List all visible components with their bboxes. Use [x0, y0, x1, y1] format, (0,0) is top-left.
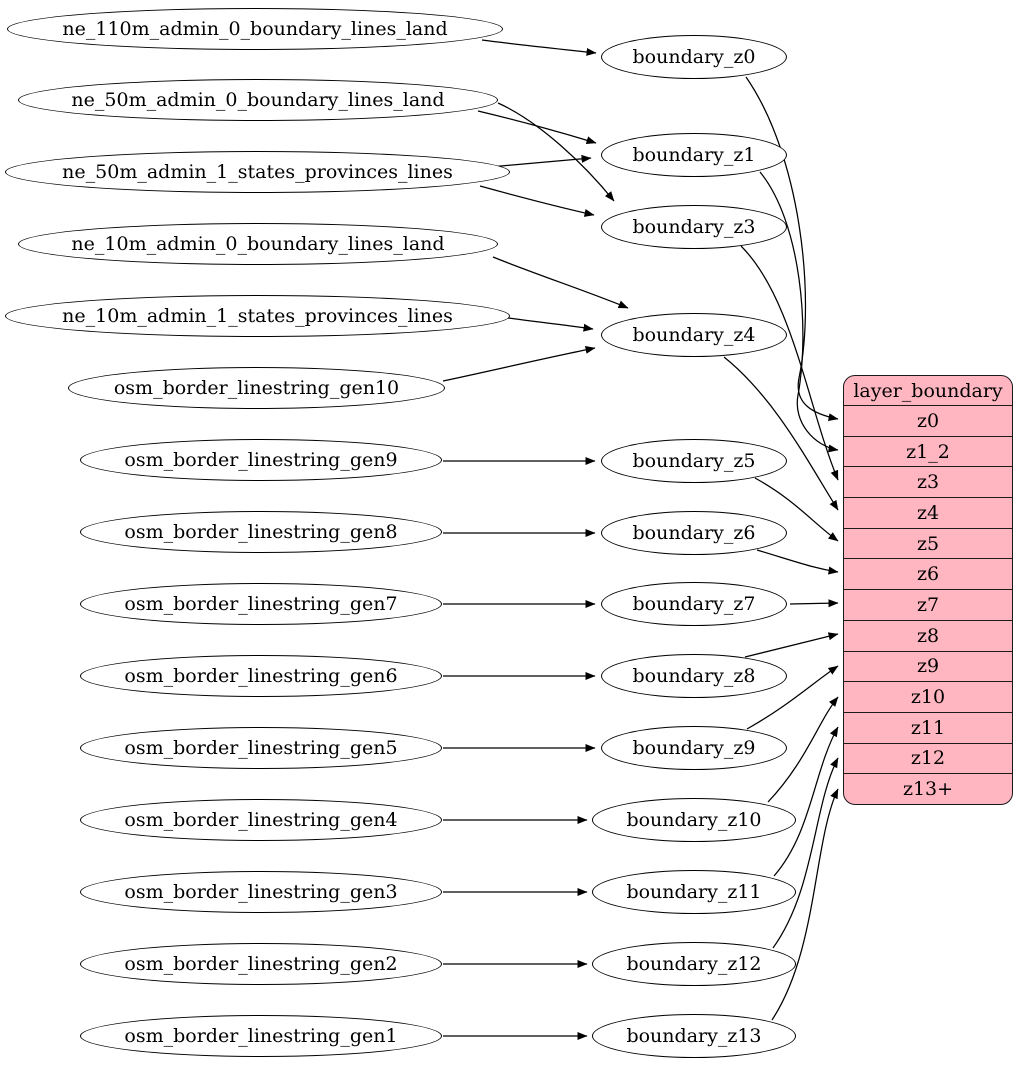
- node-label: boundary_z7: [632, 593, 756, 615]
- table-row-z0: z0: [844, 405, 1012, 436]
- node-label: osm_border_linestring_gen3: [124, 881, 398, 903]
- node-label: ne_50m_admin_0_boundary_lines_land: [71, 89, 445, 111]
- source-node-osm_border_linestring_gen9: [80, 439, 442, 481]
- node-label: osm_border_linestring_gen7: [124, 593, 398, 615]
- table-row-z9: z9: [844, 651, 1012, 682]
- edge-boundary_z8-to-z8: [745, 634, 838, 657]
- node-label: ne_50m_admin_1_states_provinces_lines: [62, 161, 453, 183]
- node-label: osm_border_linestring_gen6: [124, 665, 398, 687]
- node-label: osm_border_linestring_gen4: [124, 809, 398, 831]
- source-node-osm_border_linestring_gen6: [80, 655, 442, 697]
- edge-boundary_z6-to-z6: [757, 550, 838, 572]
- transform-node-boundary_z9: [601, 726, 787, 770]
- edge-boundary_z12-to-z12: [773, 758, 838, 948]
- table-row-z6: z6: [844, 558, 1012, 589]
- transform-node-boundary_z13: [592, 1014, 796, 1058]
- table-row-z5: z5: [844, 528, 1012, 559]
- source-node-ne_50m_admin_1_states_provinces_lines: [5, 151, 510, 193]
- node-label: osm_border_linestring_gen1: [124, 1025, 398, 1047]
- source-node-ne_10m_admin_1_states_provinces_lines: [5, 295, 510, 337]
- node-label: osm_border_linestring_gen9: [124, 449, 398, 471]
- edge-ne_50m_admin_1_states_provinces_lines-to-boundary_z3: [480, 186, 594, 215]
- edge-ne_10m_admin_0_boundary_lines_land-to-boundary_z4: [493, 257, 628, 308]
- source-node-ne_10m_admin_0_boundary_lines_land: [18, 223, 498, 265]
- transform-node-boundary_z12: [592, 942, 796, 986]
- node-label: boundary_z9: [632, 737, 756, 759]
- transform-node-boundary_z0: [601, 35, 787, 79]
- node-label: osm_border_linestring_gen2: [124, 953, 398, 975]
- transform-node-boundary_z10: [592, 798, 796, 842]
- node-label: boundary_z13: [626, 1025, 762, 1047]
- node-label: osm_border_linestring_gen10: [113, 377, 400, 399]
- table-title: layer_boundary: [853, 379, 1003, 402]
- node-label: boundary_z1: [632, 144, 756, 166]
- transform-node-boundary_z11: [592, 870, 796, 914]
- node-label: boundary_z5: [632, 450, 756, 472]
- edge-boundary_z0-to-z0: [746, 77, 838, 419]
- table-row-z3: z3: [844, 466, 1012, 497]
- source-node-ne_110m_admin_0_boundary_lines_land: [7, 8, 503, 50]
- node-label: boundary_z11: [626, 881, 762, 903]
- source-node-osm_border_linestring_gen5: [80, 727, 442, 769]
- transform-node-boundary_z3: [601, 205, 787, 249]
- edge-ne_10m_admin_1_states_provinces_lines-to-boundary_z4: [508, 318, 593, 329]
- source-node-osm_border_linestring_gen10: [68, 367, 445, 409]
- source-node-osm_border_linestring_gen7: [80, 583, 442, 625]
- source-node-osm_border_linestring_gen4: [80, 799, 442, 841]
- transform-node-boundary_z6: [601, 511, 787, 555]
- node-label: boundary_z3: [632, 216, 756, 238]
- transform-node-boundary_z5: [601, 439, 787, 483]
- source-node-ne_50m_admin_0_boundary_lines_land: [18, 79, 498, 121]
- node-label: osm_border_linestring_gen8: [124, 521, 398, 543]
- node-label: osm_border_linestring_gen5: [124, 737, 398, 759]
- transform-node-boundary_z1: [601, 133, 787, 177]
- edge-boundary_z4-to-z4: [724, 357, 838, 510]
- edge-ne_50m_admin_0_boundary_lines_land-to-boundary_z3: [498, 103, 614, 201]
- node-label: boundary_z8: [632, 665, 756, 687]
- table-row-z8: z8: [844, 620, 1012, 651]
- table-row-z11: z11: [844, 712, 1012, 743]
- node-label: ne_110m_admin_0_boundary_lines_land: [62, 18, 448, 40]
- node-label: boundary_z6: [632, 522, 756, 544]
- source-node-osm_border_linestring_gen3: [80, 871, 442, 913]
- transform-node-boundary_z8: [601, 654, 787, 698]
- node-label: boundary_z0: [632, 46, 756, 68]
- edge-boundary_z7-to-z7: [790, 603, 838, 604]
- table-row-z10: z10: [844, 681, 1012, 712]
- node-layer_boundary: [843, 375, 1013, 805]
- table-row-z7: z7: [844, 589, 1012, 620]
- edge-boundary_z1-to-z1_2: [760, 172, 838, 450]
- source-node-osm_border_linestring_gen8: [80, 511, 442, 553]
- edge-ne_50m_admin_1_states_provinces_lines-to-boundary_z1: [490, 158, 591, 167]
- edge-ne_110m_admin_0_boundary_lines_land-to-boundary_z0: [482, 40, 596, 53]
- table-row-z1_2: z1_2: [844, 436, 1012, 467]
- node-label: ne_10m_admin_0_boundary_lines_land: [71, 233, 445, 255]
- transform-node-boundary_z7: [601, 582, 787, 626]
- table-row-z4: z4: [844, 497, 1012, 528]
- node-label: boundary_z4: [632, 324, 756, 346]
- source-node-osm_border_linestring_gen2: [80, 943, 442, 985]
- node-label: boundary_z12: [626, 953, 762, 975]
- node-label: boundary_z10: [626, 809, 762, 831]
- table-row-z13+: z13+: [844, 773, 1012, 804]
- node-label: ne_10m_admin_1_states_provinces_lines: [62, 305, 453, 327]
- source-node-osm_border_linestring_gen1: [80, 1015, 442, 1057]
- edge-osm_border_linestring_gen10-to-boundary_z4: [443, 348, 595, 381]
- transform-node-boundary_z4: [601, 313, 787, 357]
- table-row-z12: z12: [844, 743, 1012, 774]
